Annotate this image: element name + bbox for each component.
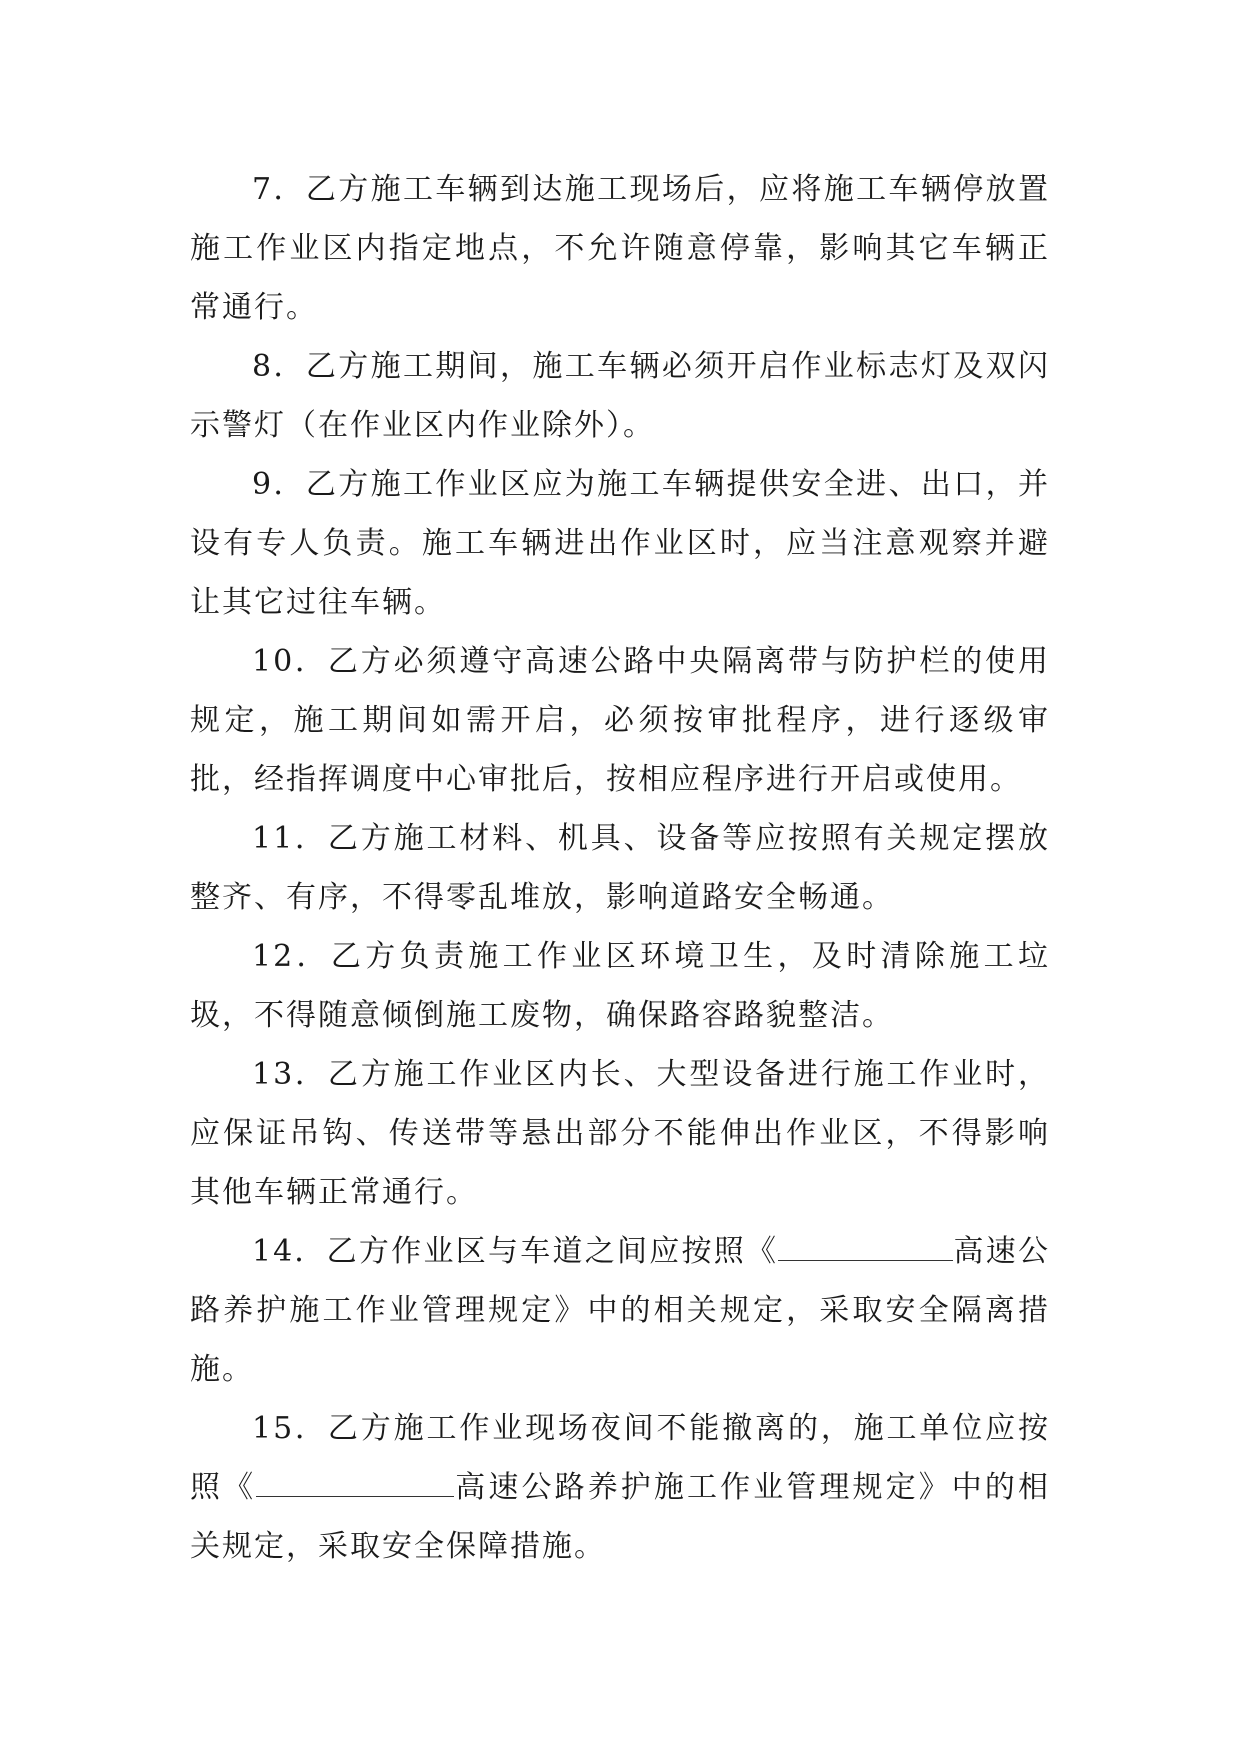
paragraph-14-before: 14．乙方作业区与车道之间应按照《 <box>252 1234 779 1269</box>
paragraph-10: 10．乙方必须遵守高速公路中央隔离带与防护栏的使用规定，施工期间如需开启，必须按审批程序，进行逐级审批，经指挥调度中心审批后，按相应程序进行开启或使用。 <box>190 644 1050 797</box>
paragraph-14 <box>190 1222 1050 1399</box>
paragraph-11: 11．乙方施工材料、机具、设备等应按照有关规定摆放整齐、有序，不得零乱堆放，影响道路安全畅通。 <box>190 821 1050 915</box>
paragraph-7: 7．乙方施工车辆到达施工现场后，应将施工车辆停放置施工作业区内指定地点，不允许随意停靠，影响其它车辆正常通行。 <box>190 172 1050 325</box>
fill-in-blank <box>256 1468 454 1497</box>
paragraph-14-after: 高速公路养护施工作业管理规定》中的相关规定，采取安全隔离措施。 <box>190 1234 1050 1387</box>
paragraph-9: 9．乙方施工作业区应为施工车辆提供安全进、出口，并设有专人负责。施工车辆进出作业区时，应当注意观察并避让其它过往车辆。 <box>190 467 1050 620</box>
fill-in-blank <box>778 1232 953 1261</box>
paragraph-15-before: 15．乙方施工作业现场夜间不能撤离的，施工单位应按照《 <box>190 1411 1050 1505</box>
document-body <box>190 160 1050 1576</box>
paragraph-13: 13．乙方施工作业区内长、大型设备进行施工作业时，应保证吊钩、传送带等悬出部分不能伸出作业区，不得影响其他车辆正常通行。 <box>190 1057 1050 1210</box>
paragraph-15 <box>190 1399 1050 1576</box>
paragraph-12: 12．乙方负责施工作业区环境卫生，及时清除施工垃圾，不得随意倾倒施工废物，确保路容路貌整洁。 <box>190 939 1050 1033</box>
paragraph-15-after: 高速公路养护施工作业管理规定》中的相关规定，采取安全保障措施。 <box>190 1470 1051 1564</box>
paragraph-8: 8．乙方施工期间，施工车辆必须开启作业标志灯及双闪示警灯（在作业区内作业除外）。 <box>190 349 1050 443</box>
